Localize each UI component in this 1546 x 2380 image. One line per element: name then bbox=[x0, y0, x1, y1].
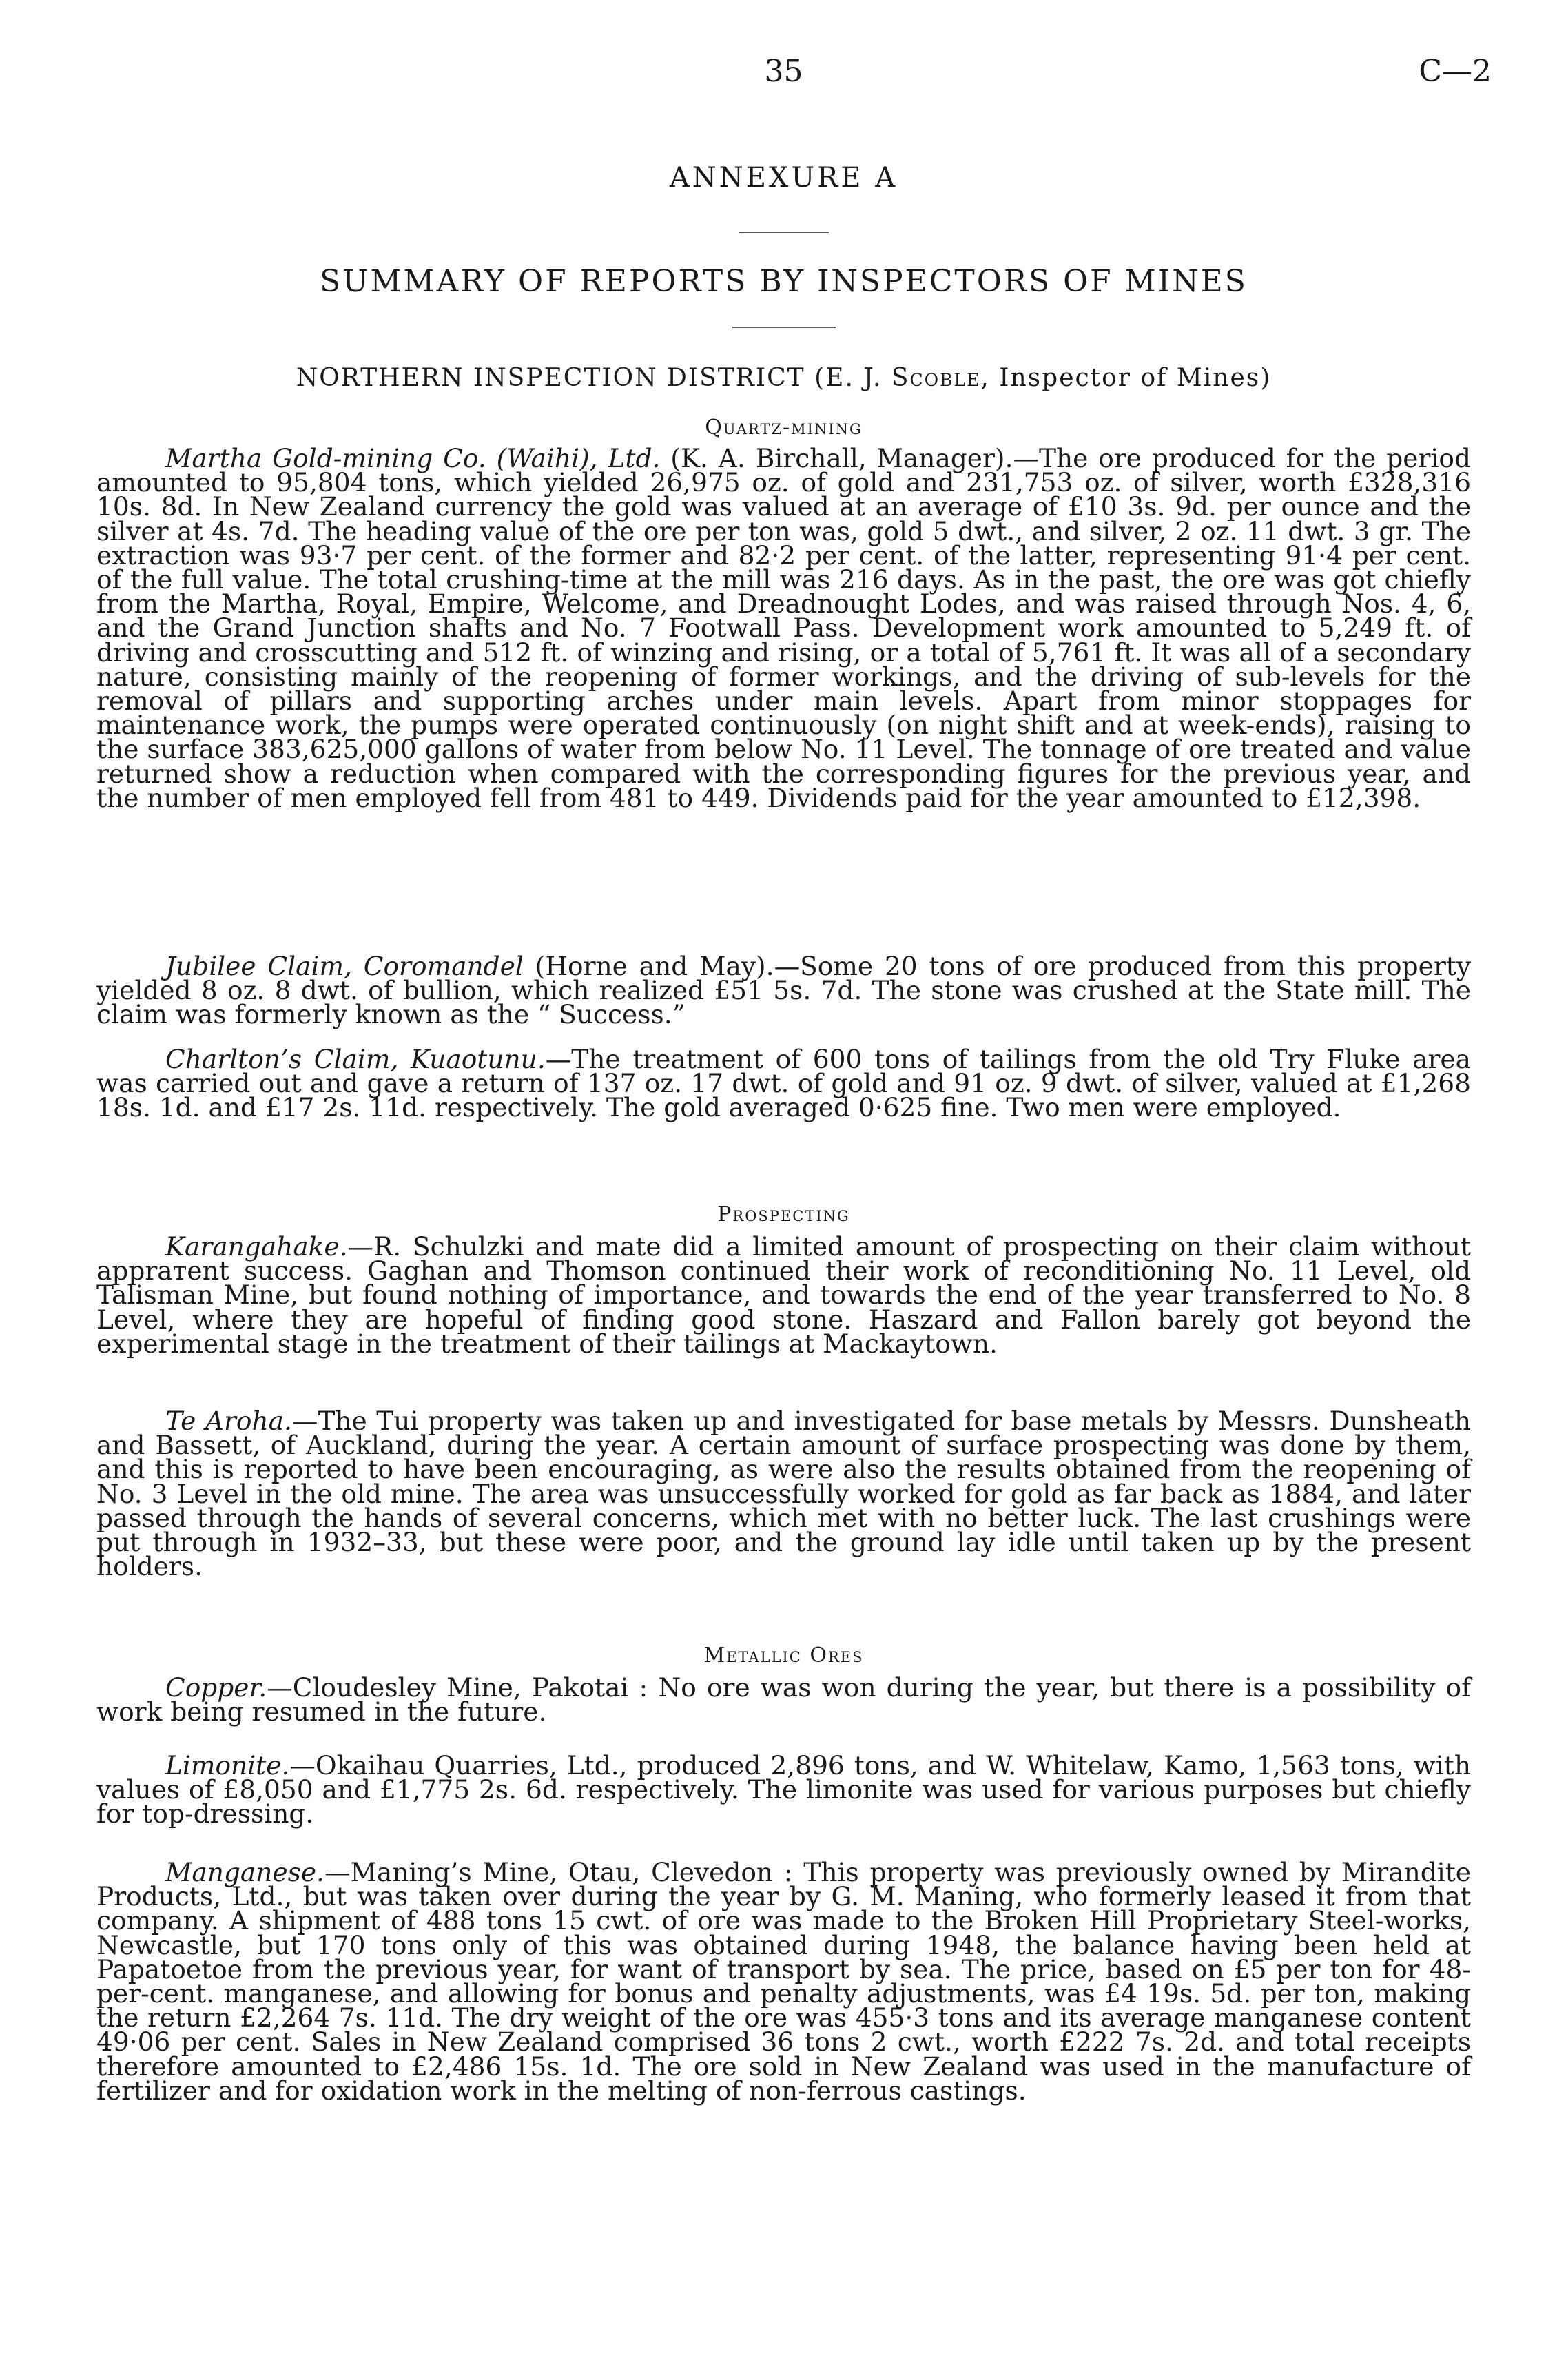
paragraph-text: —R. Schulzki and mate did a limited amount of prospecting on their claim without apprатent success. Gaghan and Thomson continued their work of reconditioning No. 11 Level, old Talisman Mine, but found nothing of importance, and towards the end of the year transferred to No. 8 Level, where they are hopeful of finding good stone. Haszard and Fallon barely got beyond the experimental stage in the treatment of their tailings at Mackaytown. bbox=[96, 1231, 1471, 1359]
paragraph-lead: Karangahake. bbox=[165, 1231, 348, 1262]
annexure-title: ANNEXURE A bbox=[669, 162, 898, 194]
paragraph-charlton bbox=[96, 1044, 1471, 1123]
paragraph-jubilee bbox=[96, 951, 1472, 1030]
paragraph-lead: Martha Gold-mining Co. (Waihi), Ltd. bbox=[165, 443, 661, 473]
paragraph-text: —The treatment of 600 tons of tailings from the old Try Fluke area was carried out and gave a return of 137 oz. 17 dwt. of gold and 91 oz. 9 dwt. of silver, valued at £1,268 18s. 1d. and £17 2s. 11d. respectively. The gold averaged 0·625 fine. Two men were employed. bbox=[96, 1044, 1471, 1123]
district-inspector-name: Scoble bbox=[891, 364, 981, 392]
divider-rule bbox=[732, 327, 836, 328]
paragraph-te-aroha bbox=[96, 1406, 1471, 1582]
paragraph-text: (Horne and May).—Some 20 tons of ore produced from this property yielded 8 oz. 8 dwt. of bullion, which realized £51 5s. 7d. The stone was crushed at the State mill. The claim was formerly known as the “ Success.” bbox=[96, 951, 1472, 1030]
paragraph-text: —Maning’s Mine, Otau, Clevedon : This property was previously owned by Mirandite Products, Ltd., but was taken over during the year by G. M. Maning, who formerly leased it from that company. A shipment of 488 tons 15 cwt. of ore was made to the Broken Hill Proprietary Steel-works, Newcastle, but 170 tons only of this was obtained during 1948, the balance having been held at Papatoetoe from the previous year, for want of transport by sea. The price, based on £5 per ton for 48-per-cent. manganese, and allowing for bonus and penalty adjustments, was £4 19s. 5d. per ton, making the return £2,264 7s. 11d. The dry weight of the ore was 455·3 tons and its average manganese content 49·06 per cent. Sales in New Zealand comprised 36 tons 2 cwt., worth £222 7s. 2d. and total receipts therefore amounted to £2,486 15s. 1d. The ore sold in New Zealand was used in the manufacture of fertilizer and for oxidation work in the melting of non-ferrous castings. bbox=[96, 1857, 1471, 2106]
paragraph-lead: Charlton’s Claim, Kuaotunu. bbox=[165, 1044, 546, 1074]
section-heading-quartz-mining: Quartz-mining bbox=[705, 416, 863, 440]
summary-title: SUMMARY OF REPORTS BY INSPECTORS OF MINES bbox=[320, 264, 1248, 299]
district-name: NORTHERN INSPECTION DISTRICT bbox=[296, 364, 805, 392]
paragraph-text: —Okaihau Quarries, Ltd., produced 2,896 tons, and W. Whitelaw, Kamo, 1,563 tons, with values of £8,050 and £1,775 2s. 6d. respectively. The limonite was used for various purposes but chiefly for top-dressing. bbox=[96, 1750, 1471, 1829]
district-inspector-open: (E. J. bbox=[814, 364, 891, 392]
document-reference: C—2 bbox=[1419, 54, 1492, 89]
paragraph-limonite bbox=[96, 1750, 1471, 1829]
paragraph-text: (K. A. Birchall, Manager).—The ore produced for the period amounted to 95,804 tons, which yielded 26,975 oz. of gold and 231,753 oz. of silver, worth £328,316 10s. 8d. In New Zealand currency the gold was valued at an average of £10 3s. 9d. per ounce and the silver at 4s. 7d. The heading value of the ore per ton was, gold 5 dwt., and silver, 2 oz. 11 dwt. 3 gr. The extraction was 93·7 per cent. of the former and 82·2 per cent. of the latter, representing 91·4 per cent. of the full value. The total crushing-time at the mill was 216 days. As in the past, the ore was got chiefly from the Martha, Royal, Empire, Welcome, and Dreadnought Lodes, and was raised through Nos. 4, 6, and the Grand Junction shafts and No. 7 Footwall Pass. Development work amounted to 5,249 ft. of driving and crosscutting and 512 ft. of winzing and rising, or a total of 5,761 ft. It was all of a secondary nature, consisting mainly of the reopening of former workings, and the driving of sub-levels for the removal of pillars and supporting arches under main levels. Apart from minor stoppages for maintenance work, the pumps were operated continuously (on night shift and at week-ends), raising to the surface 383,625,000 gallons of water from below No. 11 Level. The tonnage of ore treated and value returned show a reduction when compared with the corresponding figures for the previous year, and the number of men employed fell from 481 to 449. Dividends paid for the year amounted to £12,398. bbox=[96, 443, 1471, 813]
district-inspector-close: , Inspector of Mines) bbox=[980, 364, 1272, 392]
section-heading-metallic-ores: Metallic Ores bbox=[703, 1643, 864, 1668]
paragraph-lead: Copper. bbox=[165, 1672, 267, 1703]
paragraph-text: —Cloudesley Mine, Pakotai : No ore was won during the year, but there is a possibility of work being resumed in the future. bbox=[96, 1672, 1471, 1727]
paragraph-text: —The Tui property was taken up and investigated for base metals by Messrs. Dunsheath and Bassett, of Auckland, during the year. A certain amount of surface prospecting was done by them, and this is reported to have been encouraging, as were also the results obtained from the reopening of No. 3 Level in the old mine. The area was unsuccessfully worked for gold as far back as 1884, and later passed through the hands of several concerns, which met with no better luck. The last crushings were put through in 1932–33, but these were poor, and the ground lay idle until taken up by the present holders. bbox=[96, 1406, 1471, 1582]
paragraph-karangahake bbox=[96, 1231, 1471, 1359]
paragraph-lead: Jubilee Claim, Coromandel bbox=[165, 951, 524, 981]
page-number: 35 bbox=[764, 54, 803, 89]
paragraph-martha bbox=[96, 443, 1471, 813]
paragraph-lead: Manganese. bbox=[165, 1857, 324, 1887]
paragraph-manganese bbox=[96, 1857, 1471, 2106]
paragraph-lead: Limonite. bbox=[165, 1750, 290, 1781]
paragraph-copper bbox=[96, 1672, 1471, 1727]
section-heading-prospecting: Prospecting bbox=[717, 1202, 850, 1227]
district-heading bbox=[96, 364, 1471, 392]
divider-rule bbox=[739, 232, 829, 233]
paragraph-lead: Te Aroha. bbox=[165, 1406, 292, 1436]
